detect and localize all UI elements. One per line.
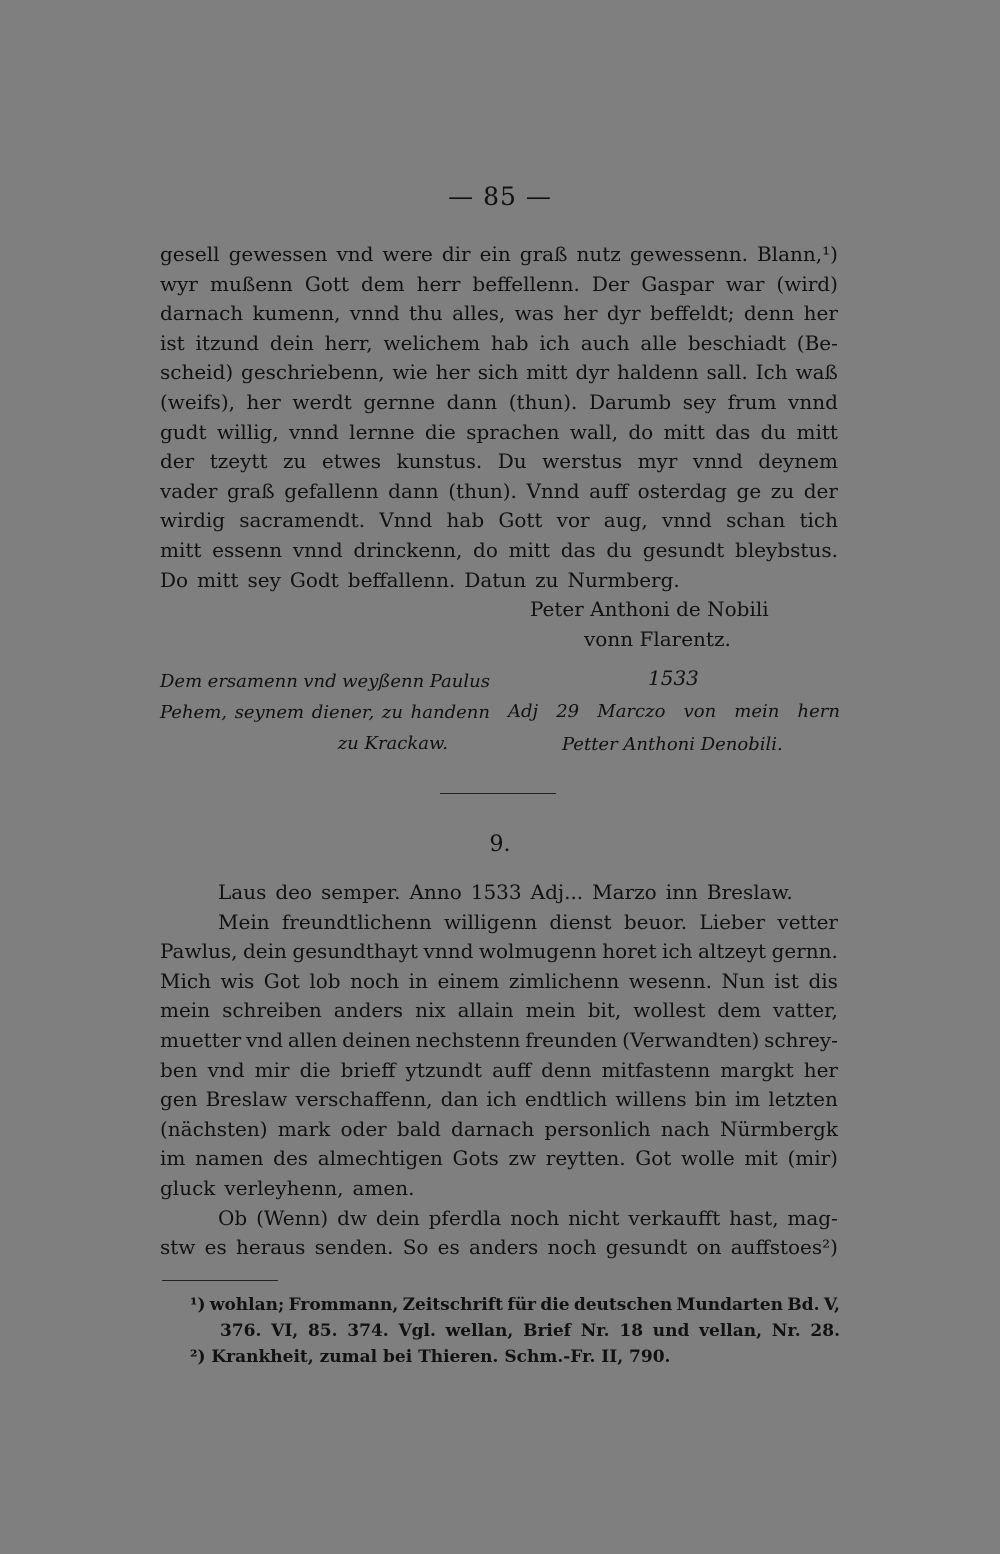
section-body <box>160 878 838 1263</box>
signature-block <box>530 594 769 654</box>
date-line: Adj 29 Marczo von mein hern <box>508 701 840 722</box>
letter-line: vader graß gefallenn dann (thun). Vnnd auff osterdag ge zu der <box>160 478 838 503</box>
section-line: ben vnd mir die brieff ytzundt auff denn mitfastenn margkt her <box>160 1057 838 1082</box>
section-line: (nächsten) mark oder bald darnach personlich nach Nürmbergk <box>160 1116 838 1141</box>
section-number: 9. <box>489 832 511 857</box>
date-block <box>508 662 840 761</box>
letter-line: mitt essenn vnnd drinckenn, do mitt das du gesundt bleybstus. <box>160 537 838 562</box>
signature-name: Peter Anthoni de Nobili <box>530 597 769 621</box>
section-line: Laus deo semper. Anno 1533 Adj... Marzo inn Breslaw. <box>218 880 793 904</box>
section-line: Mich wis Got lob noch in einem zimlichenn wesenn. Nun ist dis <box>160 968 838 993</box>
letter-line: wirdig sacramendt. Vnnd hab Gott vor aug, vnnd schan tich <box>160 508 838 533</box>
section-line: gluck verleyhenn, amen. <box>160 1175 415 1200</box>
address-line: Pehem, seynem diener, zu handenn <box>160 702 490 723</box>
section-line: stw es heraus senden. So es anders noch gesundt on auffstoes²) <box>160 1235 838 1260</box>
letter-line: darnach kumenn, vnnd thu alles, was her dyr beffeldt; denn her <box>160 301 838 326</box>
section-line: Ob (Wenn) dw dein pferdla noch nicht verkaufft hast, mag- <box>218 1205 838 1230</box>
letter-line: ist itzund dein herr, welichem hab ich auch alle beschiadt (Be- <box>160 330 838 355</box>
section-line: Mein freundtlichenn willigenn dienst beuor. Lieber vetter <box>218 909 838 934</box>
letter-line: gudt willig, vnnd lernne die sprachen wall, do mitt das du mitt <box>160 419 838 444</box>
address-line: zu Krackaw. <box>337 733 448 754</box>
letter-line: gesell gewessen vnd were dir ein graß nutz gewessenn. Blann,¹) <box>160 242 838 266</box>
section-divider <box>440 793 556 794</box>
page-number: — 85 — <box>448 182 552 211</box>
letter-line: der tzeytt zu etwes kunstus. Du werstus myr vnnd deynem <box>160 449 838 474</box>
letter-line: (weifs), her werdt gernne dann (thun). Darumb sey frum vnnd <box>160 389 838 414</box>
section-line: Pawlus, dein gesundthayt vnnd wolmugenn horet ich altzeyt gernn. <box>160 939 838 964</box>
address-block <box>160 666 490 759</box>
footnote-rule <box>162 1280 278 1281</box>
footnotes <box>190 1292 840 1370</box>
footnote-line: 376. VI, 85. 374. Vgl. wellan, Brief Nr. 18 und vellan, Nr. 28. <box>220 1321 840 1341</box>
section-line: muetter vnd allen deinen nechstenn freunden (Verwandten) schrey- <box>160 1027 838 1052</box>
letter-line: Do mitt sey Godt beffallenn. Datun zu Nurmberg. <box>160 567 680 592</box>
date-year: 1533 <box>648 666 699 690</box>
footnote-line: ¹) wohlan; Frommann, Zeitschrift für die deutschen Mundarten Bd. V, <box>190 1295 840 1315</box>
address-line: Dem ersamenn vnd weyßenn Paulus <box>160 671 490 692</box>
date-signature: Petter Anthoni Denobili. <box>562 734 783 755</box>
section-line: gen Breslaw verschaffenn, dan ich endtlich willens bin im letzten <box>160 1087 838 1112</box>
letter-body <box>160 240 838 595</box>
footnote-line: ²) Krankheit, zumal bei Thieren. Schm.-Fr. II, 790. <box>190 1347 671 1367</box>
letter-line: scheid) geschriebenn, wie her sich mitt dyr haldenn sall. Ich waß <box>160 360 838 385</box>
signature-place: vonn Flarentz. <box>584 627 731 651</box>
letter-line: wyr mußenn Gott dem herr beffellenn. Der Gaspar war (wird) <box>160 271 838 296</box>
section-line: mein schreiben anders nix allain mein bit, wollest dem vatter, <box>160 998 838 1023</box>
section-line: im namen des almechtigen Gots zw reytten. Got wolle mit (mir) <box>160 1146 838 1171</box>
